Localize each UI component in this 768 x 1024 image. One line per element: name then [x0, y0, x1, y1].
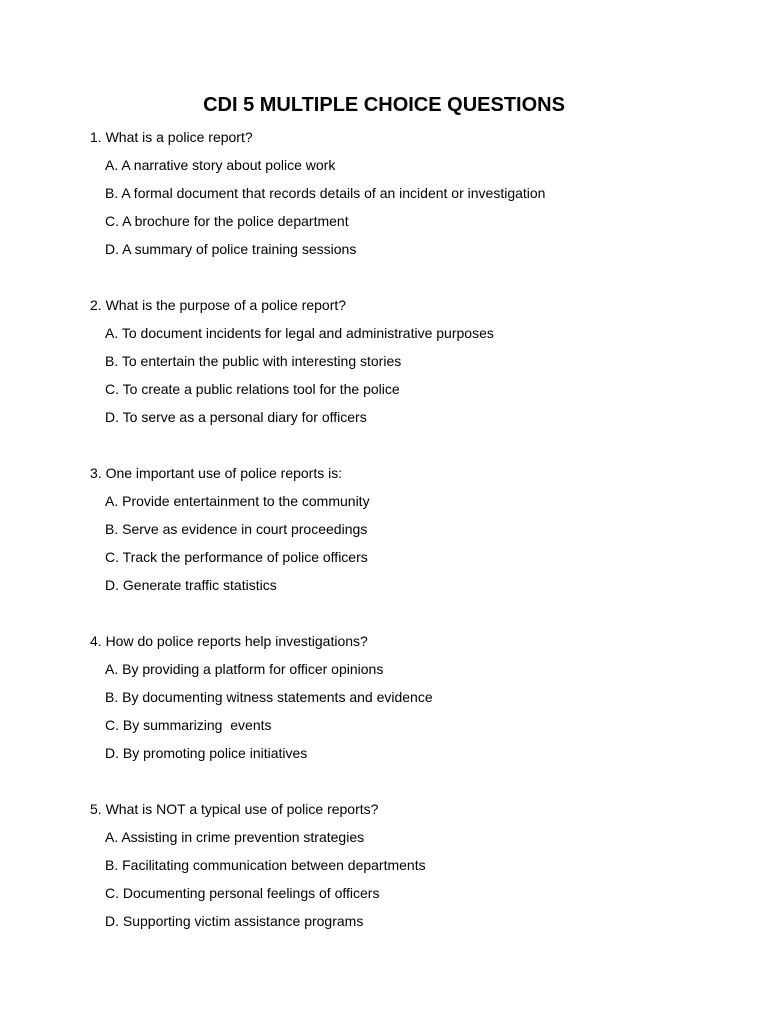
answer-option-a: A. To document incidents for legal and administrative purposes	[105, 325, 494, 341]
answer-option-a: A. By providing a platform for officer opinions	[105, 661, 384, 677]
answer-option-b: B. Serve as evidence in court proceedings	[105, 521, 368, 537]
answer-option-b: B. By documenting witness statements and evidence	[105, 689, 433, 705]
question-text: 1. What is a police report?	[90, 129, 253, 145]
answer-option-a: A. Assisting in crime prevention strategies	[105, 829, 365, 845]
answer-option-d: D. A summary of police training sessions	[105, 241, 357, 257]
answer-option-b: B. Facilitating communication between departments	[105, 857, 426, 873]
answer-option-b: B. To entertain the public with interesting stories	[105, 353, 402, 369]
answer-option-d: D. Generate traffic statistics	[105, 577, 277, 593]
answer-option-c: C. Track the performance of police officers	[105, 549, 368, 565]
answer-option-c: C. Documenting personal feelings of officers	[105, 885, 380, 901]
question-text: 2. What is the purpose of a police report?	[90, 297, 347, 313]
answer-option-d: D. By promoting police initiatives	[105, 745, 308, 761]
answer-option-a: A. Provide entertainment to the community	[105, 493, 370, 509]
answer-option-b: B. A formal document that records details of an incident or investigation	[105, 185, 546, 201]
question-text: 5. What is NOT a typical use of police reports?	[90, 801, 379, 817]
answer-option-c: C. A brochure for the police department	[105, 213, 349, 229]
answer-option-c: C. To create a public relations tool for the police	[105, 381, 400, 397]
question-text: 3. One important use of police reports is:	[90, 465, 343, 481]
answer-option-a: A. A narrative story about police work	[105, 157, 336, 173]
question-text: 4. How do police reports help investigations?	[90, 633, 368, 649]
answer-option-d: D. Supporting victim assistance programs	[105, 913, 364, 929]
answer-option-c: C. By summarizing events	[105, 717, 272, 733]
page-title: CDI 5 MULTIPLE CHOICE QUESTIONS	[203, 94, 565, 116]
answer-option-d: D. To serve as a personal diary for officers	[105, 409, 367, 425]
